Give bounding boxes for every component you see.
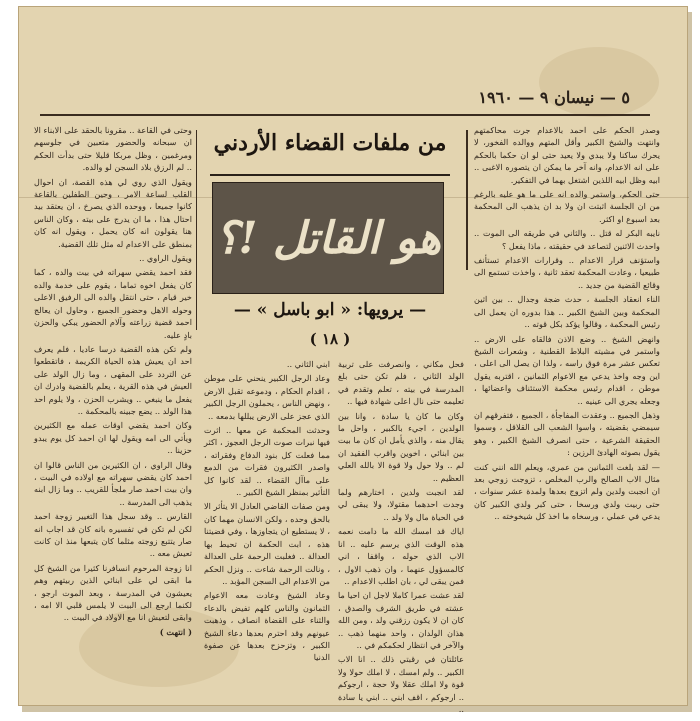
paragraph: نايبه البكر له قتل .. والثاني في طريقه الى الموت .. واحدث الاثنين لتصاعد في حقيقته ، ماذا يفعل ؟ <box>474 228 660 251</box>
paragraph: انا زوجة المرحوم انسافرنا كثيرا من الشيخ كل ما ابقى لي على ابنائي الذين ربيتهم وهم يعيشون في المدرسة ، وبعد الموت ارجو ، لكنما ارجع الى البيت لا يلمس قلبي الا امه ، وابقى لتعيش انا مع الاولاد في البيت .. <box>34 562 192 623</box>
paragraph: وذهل الجميع .. وعقدت المفاجأة ، الجميع ، فتفرقهم ان سيمضي بقضيته ، واسوا الشعب الى القلاقل ، وسموا الحقيقة الشرعية ، حتى انصرف الشيخ الكبير ، وهو يقول بصوته الهادئ الرزين : <box>474 409 660 458</box>
paragraph: لقد انجبت ولدين ، اختارهم ولما وجدت احدهما مقتولا، ولا يبقى لي في الحياة مال ولا ولد .. <box>338 487 464 522</box>
paragraph: ومن صفات القاضي العادل الا يتأثر الا بالحق وحده ، ولكن الانسان مهما كان ، لا يستطيع ان يتجاوزها ، وفي قضيتنا هذه ، ابت الحكمة ان تحيط بها العدالة .. فغلبت الرحمة على العدالة ، ونالت الرحمة شاءت .. ونزل الحكم من الاعدام الى السجن المؤبد .. <box>204 501 330 586</box>
end-mark: ( انتهت ) <box>159 626 192 637</box>
byline: — يرويها: « ابو باسل » — <box>233 300 427 320</box>
column-mid-right <box>338 358 464 714</box>
paragraph: عائلتان في رقبتي ذلك .. انا الاب الكبير .. ولم امسك ، لا املك حولا ولا قوة ولا املك عقلا ولا حجة ، ارجوكم .. ارجوكم ، اقف ابني .. ابني يا سادة .. <box>338 654 464 714</box>
paragraph: وانهض الشيخ .. وضع الاذن فالقاه على الارض .. واستمر في مشيته البلاط القطنية ، وشعرات الشيخ تعكس عشر مرة فوق راسه ، ولذا ان يصل الى اعلى ، اين وجه واخذ يدعي مع الاعوام الثمانين ، اقتربه يقول موطن ، اقدام رئيس محكمة الاستئناف واعضائها ، وجعله يجري الى عينيه .. <box>474 333 660 406</box>
column-rule-left <box>196 130 197 330</box>
headline: هو القاتل !؟ <box>214 212 442 264</box>
paragraph: حتى الحكم، واستمر والده انه على ما هو عليه بالرغم من ان الجلسة اثبتت ان ولا بد ان يذهب الى المحكمة بعد اسبوع او اكثر. <box>474 189 660 224</box>
paragraph: وعاد الرجل الكبير ينحني على موطن ، اقدام الحكام ، ودموعه تقبل الارض ، ونهض الناس ، يحملون الرجل الكبير الذي عجز على الارض يبللها بدمعه .. <box>204 373 330 421</box>
masthead <box>40 88 650 116</box>
paragraph: اياك قد امسك الله ما دامت نعمه هذه الوقت الذي يرسم عليه .. انا الاب الذي حوله ، واقفا ، اني كالمسؤول عنهما ، وان ذهب الاول ، فمن يبقى لي ، بان اطلب الاعدام .. <box>338 526 464 586</box>
paragraph: وكان احمد يقضي اوقات عمله مع الكثيرين ويأتي الى امه ويقول لها ان احمد كل يوم يبدو حزينا .. <box>34 420 192 456</box>
paragraph: وكان ما كان يا سادة ، وانا بين الولدين ، اجيء بالكبير ، واحل ما يقال منه ، والذي يأمل ان كان ما بيت بين ابنائي ، اخوين واقرب الفقيد ان لم .. ولا حول ولا قوة الا بالله العلي العظيم .. <box>338 410 464 483</box>
paragraph: لقد عشت عمرا كاملا لاجل ان احيا ما عشته في طريق الشرف والصدق ، كان ان لا يكون رزقني ولد ، ومن الله هذان الولدان ، واحد منهما ذهب .. والآخر في انتظار لحكمكم في .. <box>338 590 464 650</box>
paragraph: وحتى في القاعة .. مقرونا بالحقد على الابناء الا ان سبحانه والحضور متعبين في جلوسهم ومرغمين ، وظل مربكا قليلا حتى بدأت الحكم .. لم الرزق بلاد السجن لو والده. <box>34 125 192 173</box>
paragraph: وصدر الحكم على احمد بالاعدام جرت محاكمتهم وانتهت والشيخ الكبير وأقل المتهم ووالده الفخور، لا يحرك ساكنا ولا يبدي ولا يعيد حتى لو ان حكما بالحكم على انه الاعدام، وانه آخر ما يمكن ان يتصوره الاغبى .. ابيه وظل ابيه اللذين اشتغل بهما في التفكير. <box>474 125 660 185</box>
series-title: من ملفات القضاء الأردني <box>210 130 450 176</box>
paragraph: القارس .. وقد سجل هذا التغيير زوجة احمد لكن لم تكن في تفسيره بانه كان قد اجاب انه صار يتتبع زوجته مثلما كان يتبعها منذ ان كانت تعيش معه .. <box>34 511 192 559</box>
headline-banner <box>212 182 444 294</box>
paragraph: ويقول الذي روي لي هذه القصة، ان احوال القلب لساعة الامر ، وحين الطفلين بالقاعة كانوا جميعا ، ووحده الذي يصرخ ، ان يعتقد بيد احتال هذا ، ما ان يدرج على بيته ، وكان الناس هنا يقولون انه كان يحمل ، ويقول انه كان بمنطق على الاعدام له مثل تلك القضية. <box>34 176 192 249</box>
paragraph: ويقول الراوي .. <box>139 253 192 264</box>
paragraph: وعاد الشيخ وعادت معه الاعوام الثمانون والناس كلهم تفيض بالدعاء والثناء على القضاة انصاف ، وذهبت عيونهم وقد احترم بعدها دعاء الشيخ الكبير ، وتزحزح بعدها عن صفوة الدنيا <box>204 590 330 663</box>
column-right <box>474 124 660 704</box>
paragraph: — لقد بلغت الثمانين من عمري، ويعلم الله انني كنت مثال الاب الصالح والرب المخلص ، تزوجت زوجي بعد ان انجبت ولدين ولم اتزوج بعدها ولمدة عشر سنوات ، حتى ربيت ولدي ورسخا ، حتى كبر ولدي الكبير كان يدعي في عملي ، ورسخاه ما اخذ كل شيخوخته .. <box>474 461 660 522</box>
paragraph: وقال الراوي ، ان الكثيرين من الناس قالوا ان احمد كان يقضي سهراته مع اولاده في البيت ، وان بيت احمد صار ملجأ للقريب .. وما زال ابنه يذهب الى المدرسة .. <box>34 459 192 507</box>
column-rule-right <box>466 130 468 270</box>
paragraph: ولم تكن هذه القضية درسا عاديا ، فلم يعرف احد ان يعيش هذه الحياة الكريمة ، فاتقطعوا عن التردد على المقهى ، وما زال الولد على العيش في هذه القرية ، يعلم بالقضية وادرك ان يفعل ما ينبغي .. ويشرب الحزن ، ولا يلوم احد هذا الولد .. يضع جبينه بالمحكمة .. <box>34 343 192 416</box>
episode-number: ( ١٨ ) <box>309 330 351 348</box>
paragraph: فحل مكاني ، وانصرفت على تربية الولد الثاني ، فلم تكن حتى بلغ المدرسة في بيته ، تعلم وتقدم في تعليمه حتى نال اعلى شهادة فيها .. <box>338 359 464 407</box>
column-left <box>34 124 192 704</box>
paragraph: فقد احمد يقضي سهراته في بيت والده ، كما كان يفعل اخوه تماما ، يقوم على خدمة والده خير قيام ، حتى انتقل والده الى الرفيق الاعلى وحوله الاهل وحضور الجميع ، وحاول ان يعالج احمد قضية زراعته وآلام الحضور يبكي والحزن بادٍ عليه. <box>34 267 192 340</box>
paragraph: وحدثت المحكمة عن معها .. اثرت فيها نبرات صوت الرجل العجوز ، اكثر مما فعلت كل بنود الدفاع وفقراته ، واصدر الكثيرون فقرات من الدمع على ماآل القضاء .. لقد كانوا كل التأثير بمنظر الشيخ الكبير .. <box>204 425 330 498</box>
column-middle <box>204 358 330 704</box>
paragraph: ابني الثاني .. <box>286 359 330 369</box>
paragraph: واستؤنف قرار الاعدام .. وقرارات الاعدام تستأنف طبيعيا ، وعادت المحكمة تعقد ثانية ، واخذت تستمع الى وقائع القضية من جديد .. <box>474 255 660 290</box>
paragraph: الناء انعقاد الجلسة ، حدث ضجة وجدال .. بين اثين المحكمة وبين الشيخ الكبير .. هذا بدوره ان يعمل الى رئيس المحكمة ، وقالوا يؤكد بكل قوته .. <box>474 294 660 330</box>
masthead-date: ٥ — نيسان ٩ — ١٩٦٠ <box>478 88 630 107</box>
